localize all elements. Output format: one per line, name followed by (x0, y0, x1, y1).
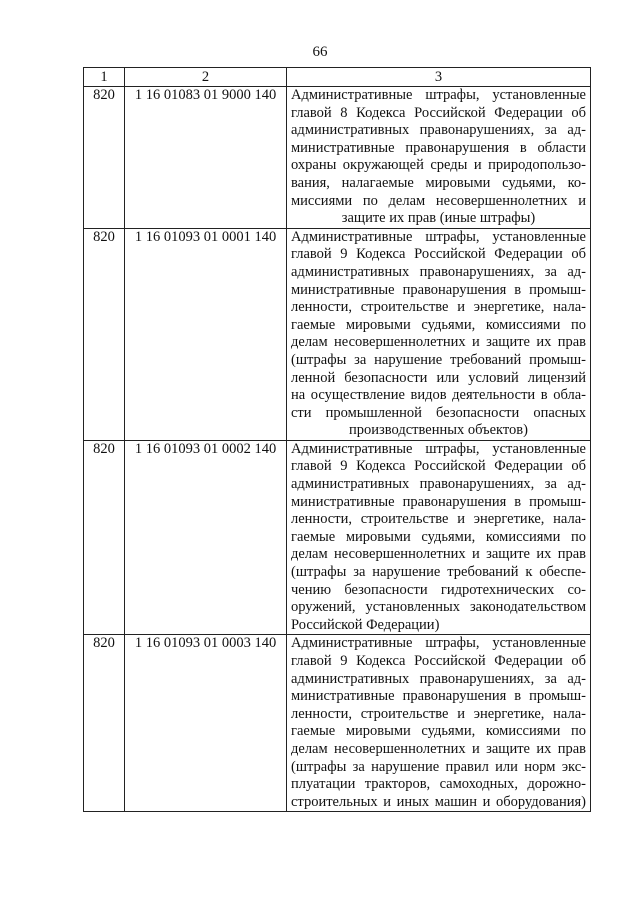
description-line: министративные правонарушения в области (291, 139, 586, 156)
table-row (84, 228, 591, 440)
description-line: (штрафы за нарушение требований к обеспе- (291, 564, 586, 581)
description-line: главой 9 Кодекса Российской Федерации об (291, 458, 586, 475)
description-line: охраны окружающей среды и природопользо- (291, 157, 586, 174)
description-line: делам несовершеннолетних и защите их прав (291, 334, 586, 351)
column-header: 3 (287, 68, 591, 87)
description-line: строительных и иных машин и оборудования) (291, 793, 586, 810)
budget-code-table (83, 67, 591, 812)
description-line: (штрафы за нарушение правил или норм экс- (291, 758, 586, 775)
description-line: Административные штрафы, установленные (291, 440, 586, 457)
column-header: 2 (125, 68, 287, 87)
description-line: Административные штрафы, установленные (291, 228, 586, 245)
table-row (84, 440, 591, 635)
description-line: гаемые мировыми судьями, комиссиями по (291, 316, 586, 333)
description-line: гаемые мировыми судьями, комиссиями по (291, 723, 586, 740)
description-line: вания, налагаемые мировыми судьями, ко- (291, 174, 586, 191)
description-line: оружений, установленных законодательством (291, 599, 586, 616)
description-line: на осуществление видов деятельности в обла- (291, 387, 586, 404)
description-line: главой 9 Кодекса Российской Федерации об (291, 246, 586, 263)
description-line: административных правонарушениях, за ад- (291, 476, 586, 493)
description-line: Российской Федерации) (291, 616, 440, 633)
description-line: административных правонарушениях, за ад- (291, 670, 586, 687)
description-line: делам несовершеннолетних и защите их прав (291, 546, 586, 563)
description-line: чению безопасности гидротехнических со- (291, 581, 586, 598)
kbk-code-cell: 1 16 01093 01 0003 140 (125, 635, 287, 812)
description-line: ленности, строительстве и энергетике, нала- (291, 511, 586, 528)
description-line: административных правонарушениях, за ад- (291, 263, 586, 280)
table-header-row (84, 68, 591, 87)
description-line: плуатации тракторов, самоходных, дорожно- (291, 776, 586, 793)
description-line: министративные правонарушения в промыш- (291, 688, 586, 705)
description-line: производственных объектов) (349, 422, 528, 439)
admin-code-cell: 820 (84, 87, 125, 229)
description-line: административных правонарушениях, за ад- (291, 122, 586, 139)
admin-code-cell: 820 (84, 635, 125, 812)
description-line: главой 9 Кодекса Российской Федерации об (291, 653, 586, 669)
table-row (84, 87, 591, 229)
column-header: 1 (84, 68, 125, 87)
description-line: министративные правонарушения в промыш- (291, 281, 586, 298)
description-line: ленности, строительстве и энергетике, нала- (291, 705, 586, 722)
description-line: ленности, строительстве и энергетике, нала- (291, 299, 586, 316)
description-line: гаемые мировыми судьями, комиссиями по (291, 528, 586, 545)
page-number: 66 (312, 44, 328, 60)
kbk-code-cell: 1 16 01093 01 0002 140 (125, 440, 287, 635)
table-body (84, 87, 591, 812)
description-cell (287, 440, 591, 635)
description-cell (287, 87, 591, 229)
description-line: миссиями по делам несовершеннолетних и (291, 192, 586, 209)
description-line: Административные штрафы, установленные (291, 87, 586, 103)
admin-code-cell: 820 (84, 228, 125, 440)
description-line: Административные штрафы, установленные (291, 635, 586, 652)
description-line: главой 8 Кодекса Российской Федерации об (291, 104, 586, 121)
kbk-code-cell: 1 16 01093 01 0001 140 (125, 228, 287, 440)
description-line: сти промышленной безопасности опасных (291, 404, 586, 421)
kbk-code-cell: 1 16 01083 01 9000 140 (125, 87, 287, 229)
description-line: делам несовершеннолетних и защите их прав (291, 740, 586, 757)
description-line: министративные правонарушения в промыш- (291, 493, 586, 510)
table-row (84, 635, 591, 812)
description-line: ленной безопасности или условий лицензий (291, 369, 586, 386)
description-cell (287, 228, 591, 440)
description-line: (штрафы за нарушение требований промыш- (291, 351, 586, 368)
description-line: защите их прав (иные штрафы) (341, 210, 536, 227)
admin-code-cell: 820 (84, 440, 125, 635)
description-cell (287, 635, 591, 812)
